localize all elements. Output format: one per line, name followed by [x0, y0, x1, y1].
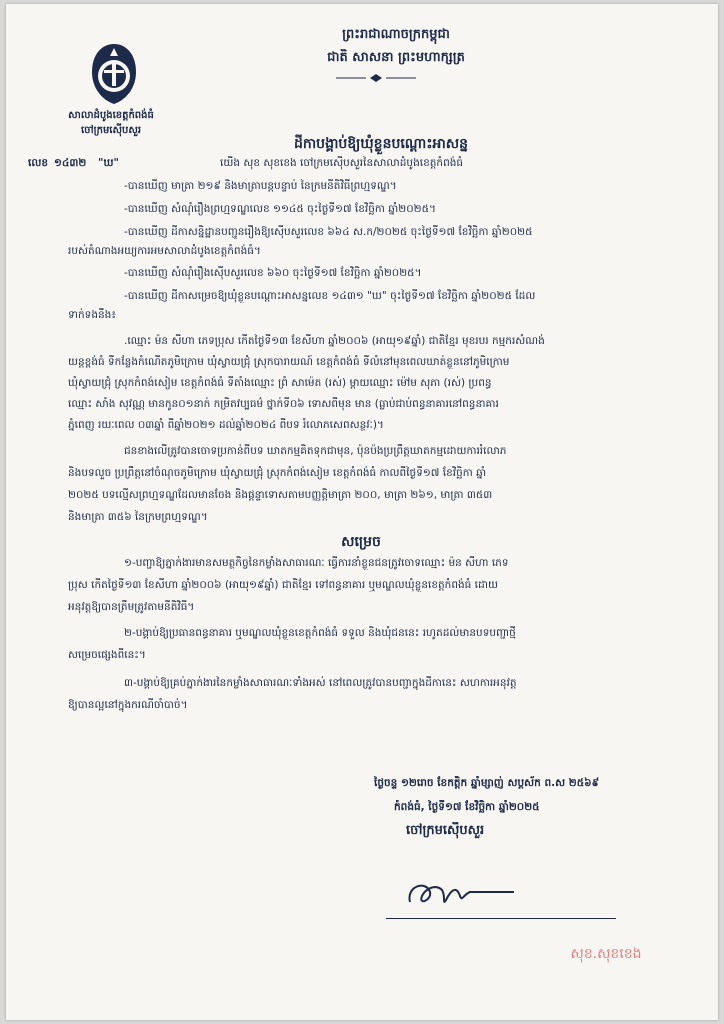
lunar-date: ថ្ងៃចន្ទ ១២រោច ខែកត្តិក ឆ្នាំម្សាញ់ សប្តស័ក ព.ស ២៥៦៩ [374, 777, 600, 789]
intro-line: យើង សុខ សុខខេង ចៅក្រមស៊ើបសួរនៃសាលាដំបូងខេត្តកំពង់ធំ [220, 157, 464, 169]
consideration-line: របស់តំណាងអយ្យការអមសាលាដំបូងខេត្តកំពង់ធំ។ [68, 245, 261, 257]
person-line: .ឈ្មោះ ម៉ន សីហា ភេទប្រុស កើតថ្ងៃទី១៣ ខែសីហា ឆ្នាំ២០០៦ (អាយុ១៩ឆ្នាំ) ជាតិខ្មែរ មុខរបរ កម្មករសំណង់ [124, 335, 545, 347]
consideration-line: -បានឃើញ សំណុំរឿងស៊ើបសួរលេខ ៦៦០ ចុះថ្ងៃទី១៧ ខែវិច្ឆិកា ឆ្នាំ២០២៥។ [124, 267, 422, 279]
decision-line: ៣-បង្គាប់ឱ្យគ្រប់ភ្នាក់ងារនៃកម្លាំងសាធារណៈទាំងអស់ នៅពេលត្រូវបានបញ្ជាក្នុងដីកានេះ សហការអនុវត្ត [124, 677, 517, 689]
consideration-line: -បានឃើញ មាត្រា ២១៩ និងមាត្រាបន្តបន្ទាប់ នៃក្រមនីតិវិធីព្រហ្មទណ្ឌ។ [124, 180, 397, 192]
name-stamp: សុខ.សុខខេង [570, 946, 642, 962]
consideration-line: -បានឃើញ ដីកាសន្និដ្ឋានបញ្ជូនរឿងឱ្យស៊ើបសួរលេខ ៦៦៤ ស.ក/២០២៥ ចុះថ្ងៃទី១៧ ខែវិច្ឆិកា ឆ្នាំ២០២៥ [124, 226, 533, 238]
document-number-value: ១៤៣២ [54, 157, 87, 169]
charge-line: ជនខាងលើត្រូវបានចោទប្រកាន់ពីបទ ឃាតកម្មគិតទុកជាមុន, ប៉ុនប៉ងប្រព្រឹត្តឃាតកម្មដោយការរំលោភ [124, 445, 507, 457]
person-line: ឃុំស្វាយជ្រុំ ស្រុកកំពង់សៀម ខេត្តកំពង់ធំ ទីតាំងឈ្មោះ ព្រំ សាម៉េត (រស់) ម្តាយឈ្មោះ ម៉ៅម សុភា (រស់) ប្រពន្ធ [68, 377, 492, 389]
decision-heading: សម្រេច [341, 534, 381, 550]
decision-line: ឱ្យបានល្អនៅក្នុងករណីចាំបាច់។ [68, 699, 188, 711]
document-page [6, 4, 718, 1020]
consideration-line: -បានឃើញ សំណុំរឿងព្រហ្មទណ្ឌលេខ ១១៤៥ ចុះថ្ងៃទី១៧ ខែវិច្ឆិកា ឆ្នាំ២០២៥។ [124, 203, 436, 215]
motto-heading: ជាតិ សាសនា ព្រះមហាក្សត្រ [327, 50, 465, 65]
person-line: យន្តខ្ពង់ធំ ទីកន្លែងកំណើតភូមិក្រោម ឃុំស្វាយជ្រុំ ស្រុកបារាយណ៍ ខេត្តកំពង់ធំ ទីលំនៅមុនពេលឃាត់ខ្លួននៅភូមិក្រោម [68, 356, 510, 368]
person-line: ភ្នំពេញ រយៈពេល ០៣ឆ្នាំ ពីឆ្នាំ២០២១ ដល់ឆ្នាំ២០២៤ ពីបទ រំលោភសេពសន្ថវៈ)។ [68, 419, 384, 431]
decision-line: ២-បង្គាប់ឱ្យប្រធានពន្ធនាគារ ឬមណ្ឌលឃុំខ្លួនខេត្តកំពង់ធំ ទទួល និងឃុំជននេះ រហូតដល់មានបទបញ្ជាថ្មី [124, 627, 516, 639]
signature-underline [386, 918, 616, 919]
charge-line: និងបទលួច ប្រព្រឹត្តនៅចំណុចភូមិក្រោម ឃុំស្វាយជ្រុំ ស្រុកកំពង់សៀម ខេត្តកំពង់ធំ កាលពីថ្ងៃទី១៧ ខែវិច្ឆិកា ឆ្នាំ [68, 467, 487, 479]
office-label: ចៅក្រមស៊ើបសួរ [80, 125, 142, 136]
place-date: កំពង់ធំ, ថ្ងៃទី១៧ ខែវិច្ឆិកា ឆ្នាំ២០២៥ [394, 801, 540, 813]
consideration-line: -បានឃើញ ដីកាសម្រេចឱ្យឃុំខ្លួនបណ្តោះអាសន្នលេខ ១៤៣១ "ឃ" ចុះថ្ងៃទី១៧ ខែវិច្ឆិកា ឆ្នាំ២០២៥ ដែល [124, 290, 536, 302]
signer-title: ចៅក្រមស៊ើបសួរ [406, 823, 485, 838]
charge-line: ២០២៥ បទល្មើសព្រហ្មទណ្ឌដែលមានចែង និងផ្តន្ទាទោសតាមបញ្ញត្តិមាត្រា ២០០, មាត្រា ២៦១, មាត្រា ៣៥៣ [68, 489, 493, 501]
document-title: ដីកាបង្គាប់ឱ្យឃុំខ្លួនបណ្តោះអាសន្ន [293, 136, 469, 152]
decision-line: អនុវត្តឱ្យបានត្រឹមត្រូវតាមនីតិវិធី។ [68, 601, 195, 613]
person-line: ឈ្មោះ សាំង សុវណ្ណ មានកូន០១នាក់ កម្រិតវប្បធម៌ ថ្នាក់ទី០៦ ទោសពីមុន មាន (ធ្លាប់ជាប់ពន្ធនាគារនៅពន្ធនាគារ [68, 398, 499, 410]
document-number-label: លេខ [28, 157, 48, 169]
ornament-divider-icon [336, 74, 416, 82]
charge-line: និងមាត្រា ៣៥៦ នៃក្រមព្រហ្មទណ្ឌ។ [68, 511, 208, 523]
decision-line: ១-បញ្ជាឱ្យភ្នាក់ងារមានសមត្ថកិច្ចនៃកម្លាំងសាធារណៈ ធ្វើការនាំខ្លួនជនត្រូវចោទឈ្មោះ ម៉ន សីហា ភេទ [124, 557, 509, 569]
decision-line: ប្រុស កើតថ្ងៃទី១៣ ខែសីហា ឆ្នាំ២០០៦ (អាយុ១៩ឆ្នាំ) ជាតិខ្មែរ ទៅពន្ធនាគារ ឬមណ្ឌលឃុំខ្លួនខេត្តកំពង់ធំ ដោយ [68, 579, 498, 591]
consideration-line: ទាក់ទងនឹង៖ [68, 309, 116, 321]
court-name: សាលាដំបូងខេត្តកំពង់ធំ [68, 110, 154, 121]
kingdom-heading: ព្រះរាជាណាចក្រកម្ពុជា [342, 27, 450, 42]
signature-mark [396, 866, 526, 916]
court-seal-logo [84, 42, 144, 106]
decision-line: សម្រេចផ្សេងពីនេះ។ [68, 649, 146, 661]
document-number-suffix: "ឃ" [98, 157, 119, 169]
